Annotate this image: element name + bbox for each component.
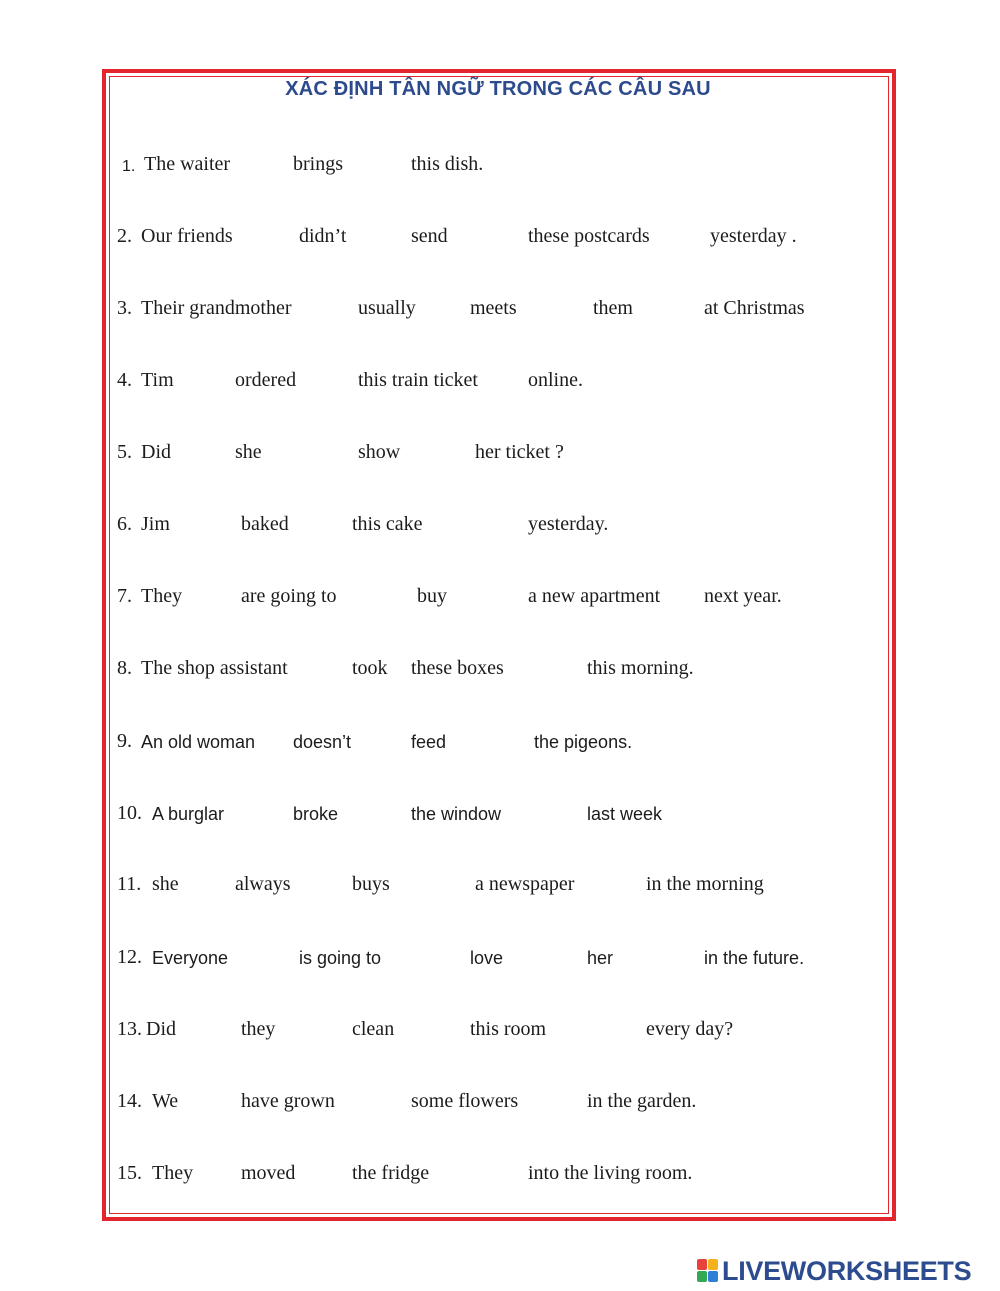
sentence-part[interactable]: at Christmas <box>704 297 805 319</box>
sentence-number: 15. <box>117 1162 142 1184</box>
sentence-part[interactable]: this room <box>470 1018 547 1040</box>
sentence-row-7 <box>0 583 1000 613</box>
sentence-part[interactable]: this cake <box>352 513 423 535</box>
worksheet-title: XÁC ĐỊNH TÂN NGỮ TRONG CÁC CÂU SAU <box>285 78 711 100</box>
sentence-part[interactable]: the pigeons. <box>534 732 633 752</box>
sentence-row-13 <box>0 1016 1000 1046</box>
sentence-part[interactable]: into the living room. <box>528 1162 693 1184</box>
sentence-part[interactable]: We <box>152 1090 179 1112</box>
sentence-number: 3. <box>117 297 132 319</box>
sentence-part[interactable]: Their grandmother <box>141 297 292 319</box>
sentence-part[interactable]: this train ticket <box>358 369 478 391</box>
sentence-part[interactable]: Everyone <box>152 948 229 968</box>
sentence-part[interactable]: Tim <box>141 369 174 391</box>
sentence-part[interactable]: are going to <box>241 585 337 607</box>
sentence-part[interactable]: the fridge <box>352 1162 430 1184</box>
sentence-number: 12. <box>117 946 142 968</box>
sentence-row-15 <box>0 1160 1000 1190</box>
sentence-part[interactable]: The shop assistant <box>141 657 288 679</box>
sentence-part[interactable]: ordered <box>235 369 297 391</box>
sentence-part[interactable]: show <box>358 441 401 463</box>
sentence-part[interactable]: clean <box>352 1018 395 1040</box>
sentence-part[interactable]: every day? <box>646 1018 734 1040</box>
sentence-part[interactable]: buys <box>352 873 390 895</box>
sentence-part[interactable]: in the future. <box>704 948 805 968</box>
liveworksheets-logo <box>697 1257 971 1285</box>
sentence-part[interactable]: she <box>152 873 179 895</box>
sentence-row-14 <box>0 1088 1000 1118</box>
sentence-part[interactable]: They <box>152 1162 194 1184</box>
sentence-part[interactable]: doesn’t <box>293 732 352 752</box>
sentence-part[interactable]: is going to <box>299 948 382 968</box>
sentence-part[interactable]: some flowers <box>411 1090 519 1112</box>
sentence-number: 5. <box>117 441 132 463</box>
sentence-row-4 <box>0 367 1000 397</box>
sentence-part[interactable]: meets <box>470 297 517 319</box>
sentence-part[interactable]: took <box>352 657 388 679</box>
sentence-number: 7. <box>117 585 132 607</box>
sentence-part[interactable]: The waiter <box>144 153 231 175</box>
sentence-row-12 <box>0 944 1000 974</box>
sentence-part[interactable]: a newspaper <box>475 873 575 895</box>
sentence-row-6 <box>0 511 1000 541</box>
sentence-part[interactable]: broke <box>293 804 339 824</box>
sentence-row-5 <box>0 439 1000 469</box>
sentence-part[interactable]: A burglar <box>152 804 225 824</box>
sentence-row-3 <box>0 295 1000 325</box>
sentence-part[interactable]: love <box>470 948 504 968</box>
liveworksheets-logo-text: LIVEWORKSHEETS <box>722 1255 972 1286</box>
sentence-row-1 <box>0 151 1000 181</box>
sentence-part[interactable]: the window <box>411 804 502 824</box>
sentence-number: 4. <box>117 369 132 391</box>
sentence-part[interactable]: An old woman <box>141 732 256 752</box>
sentence-number: 13. <box>117 1018 142 1040</box>
sentence-part[interactable]: Did <box>141 441 171 463</box>
sentence-part[interactable]: online. <box>528 369 583 391</box>
sentence-row-9 <box>0 728 1000 758</box>
sentence-part[interactable]: they <box>241 1018 276 1040</box>
sentence-part[interactable]: baked <box>241 513 289 535</box>
sentence-number: 10. <box>117 802 142 824</box>
sentence-part[interactable]: in the morning <box>646 873 764 895</box>
sentence-part[interactable]: in the garden. <box>587 1090 697 1112</box>
sentence-part[interactable]: Our friends <box>141 225 233 247</box>
sentence-part[interactable]: usually <box>358 297 416 319</box>
sentence-number: 2. <box>117 225 132 247</box>
sentence-part[interactable]: They <box>141 585 183 607</box>
sentence-part[interactable]: Did <box>146 1018 176 1040</box>
sentence-part[interactable]: her <box>587 948 614 968</box>
sentence-part[interactable]: buy <box>417 585 447 607</box>
sentence-number: 11. <box>117 873 142 895</box>
sentence-part[interactable]: didn’t <box>299 225 347 247</box>
sentence-part[interactable]: always <box>235 873 291 895</box>
sentence-part[interactable]: moved <box>241 1162 296 1184</box>
sentence-number: 6. <box>117 513 132 535</box>
sentence-part[interactable]: yesterday. <box>528 513 609 535</box>
sentence-row-2 <box>0 223 1000 253</box>
sentence-row-8 <box>0 655 1000 685</box>
sentence-part[interactable]: her ticket ? <box>475 441 564 463</box>
sentence-part[interactable]: she <box>235 441 262 463</box>
sentence-part[interactable]: these postcards <box>528 225 650 247</box>
sentence-part[interactable]: a new apartment <box>528 585 661 607</box>
sentence-part[interactable]: these boxes <box>411 657 504 679</box>
sentence-part[interactable]: Jim <box>141 513 170 535</box>
sentence-part[interactable]: last week <box>587 804 663 824</box>
sentence-row-11 <box>0 871 1000 901</box>
sentence-part[interactable]: feed <box>411 732 447 752</box>
sentence-number: 8. <box>117 657 132 679</box>
sentence-part[interactable]: yesterday . <box>710 225 797 247</box>
sentence-part[interactable]: next year. <box>704 585 782 607</box>
sentence-part[interactable]: this morning. <box>587 657 694 679</box>
liveworksheets-logo-icon <box>697 1259 719 1283</box>
sentence-part[interactable]: them <box>593 297 633 319</box>
sentence-number: 9. <box>117 730 132 752</box>
sentence-part[interactable]: this dish. <box>411 153 484 175</box>
sentence-part[interactable]: brings <box>293 153 343 175</box>
sentence-row-10 <box>0 800 1000 830</box>
sentence-number: 1. <box>122 158 136 175</box>
sentence-number: 14. <box>117 1090 142 1112</box>
sentence-part[interactable]: send <box>411 225 448 247</box>
sentence-part[interactable]: have grown <box>241 1090 335 1112</box>
